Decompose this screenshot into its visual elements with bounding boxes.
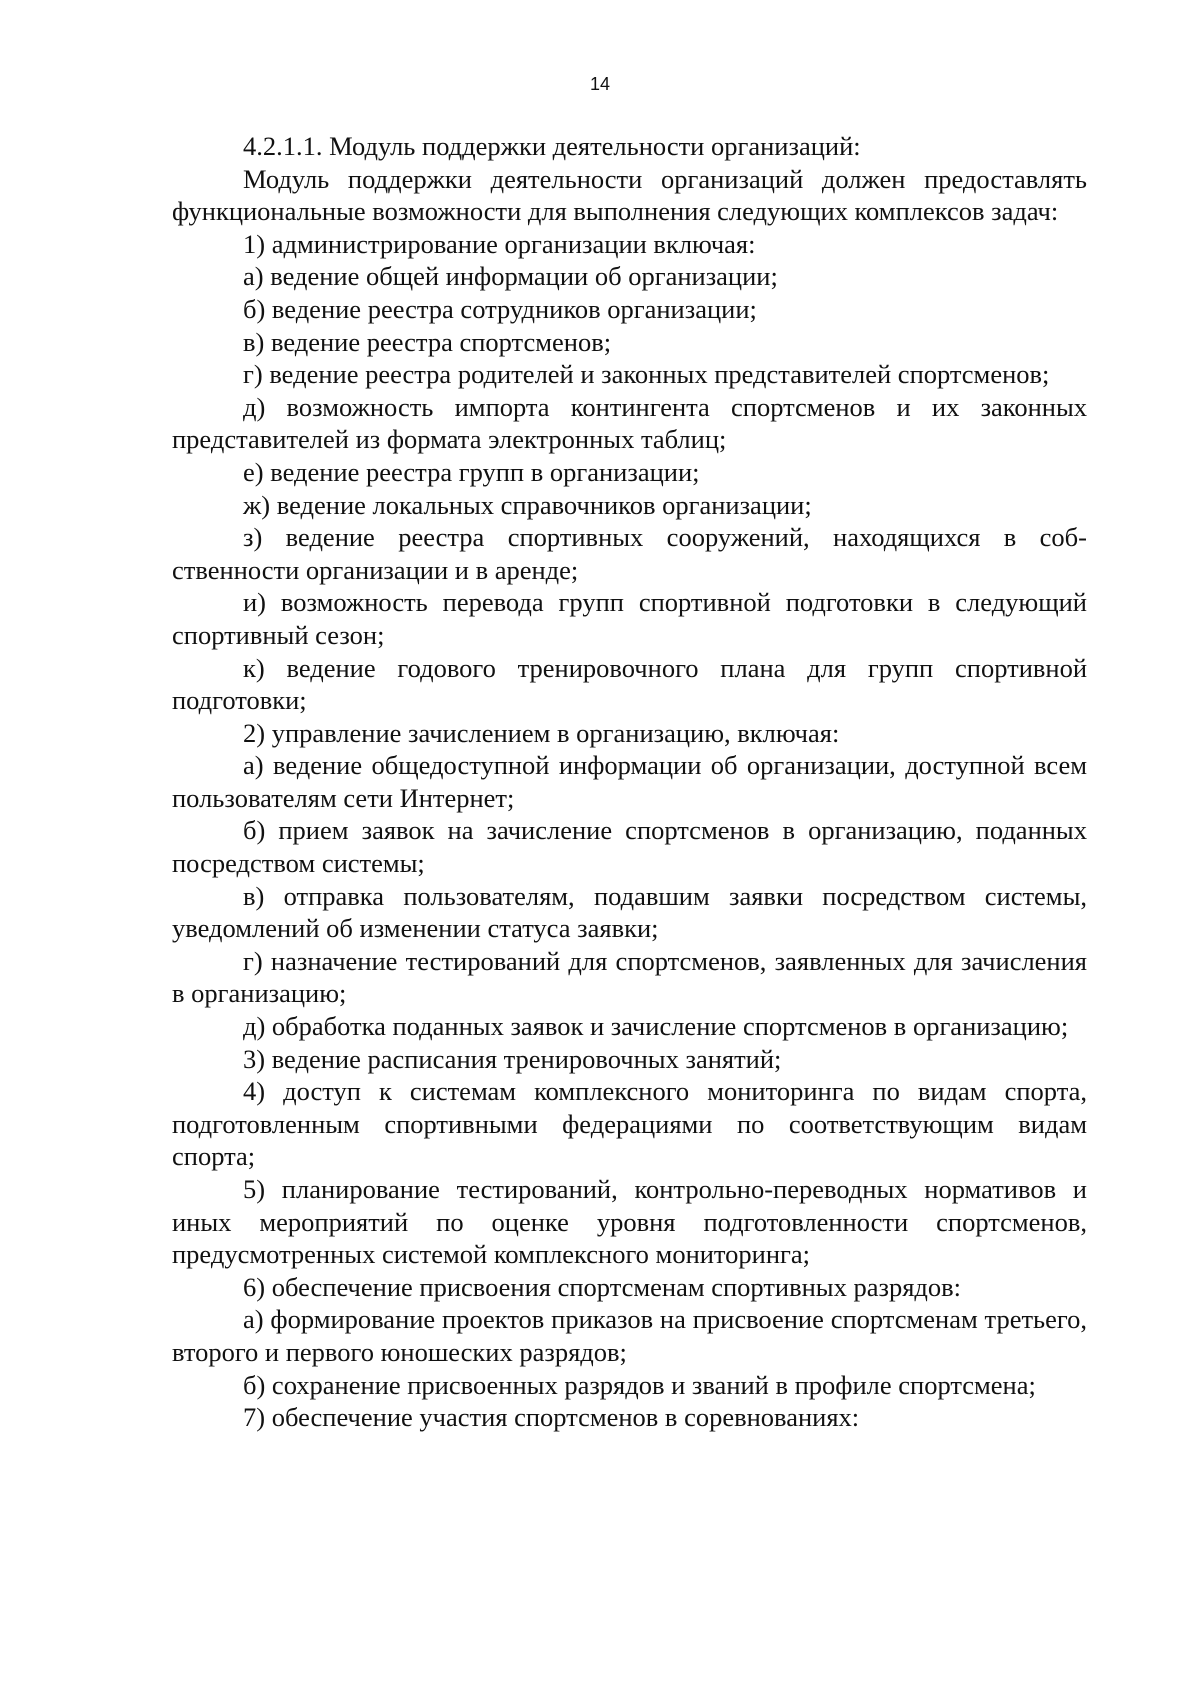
list-item: а) ведение общедоступной информации об организации, доступной всем пользователям сети Интернет; [172, 750, 1087, 813]
list-item: в) отправка пользователям, подавшим заявки посредством системы, уведомлений об изменении статуса заявки; [172, 880, 1087, 944]
list-item: б) прием заявок на зачисление спортсменов в организацию, поданных посредством системы; [172, 815, 1087, 879]
list-item: з) ведение реестра спортивных сооружений, находящихся в собственности организации и в аренде; [172, 522, 1087, 585]
list-item: д) обработка поданных заявок и зачисление спортсменов в организацию; [243, 1011, 1069, 1042]
list-item: в) ведение реестра спортсменов; [243, 326, 612, 357]
list-item: б) сохранение присвоенных разрядов и званий в профиле спортсмена; [243, 1369, 1036, 1400]
list-item: а) формирование проектов приказов на присвоение спортсменам третьего, второго и первого юношеских разрядов; [172, 1304, 1087, 1367]
list-item: к) ведение годового тренировочного плана для групп спортивной подготовки; [172, 652, 1087, 716]
list-item: 7) обеспечение участия спортсменов в соревнованиях: [243, 1402, 860, 1433]
list-item: 1) администрирование организации включая: [243, 228, 756, 259]
page-number: 14 [589, 74, 611, 94]
list-item: и) возможность перевода групп спортивной подготовки в следующий спортивный сезон; [172, 587, 1087, 650]
list-item: 6) обеспечение присвоения спортсменам спортивных разрядов: [243, 1271, 961, 1302]
list-item: е) ведение реестра групп в организации; [243, 456, 700, 487]
list-item: а) ведение общей информации об организации; [243, 261, 778, 292]
paragraph: Модуль поддержки деятельности организаций должен предоставлять функциональные возможности для выполнения следующих комплексов задач: [172, 163, 1087, 227]
list-item: 2) управление зачислением в организацию, включая: [243, 717, 840, 748]
list-item: 4) доступ к системам комплексного мониторинга по видам спорта, подготовленным спортивными федерациями по соответствующим видам спорта; [172, 1076, 1087, 1172]
list-item: ж) ведение локальных справочников организации; [243, 489, 812, 520]
list-item: 5) планирование тестирований, контрольно-переводных нормативов и иных мероприятий по оценке уровня подготовленности спортсменов, предусмотренных системой комплексного мониторинга; [172, 1174, 1087, 1270]
list-item: г) назначение тестирований для спортсменов, заявленных для зачисления в организацию; [172, 945, 1087, 1009]
section-heading: 4.2.1.1. Модуль поддержки деятельности организаций: [243, 131, 861, 161]
list-item: г) ведение реестра родителей и законных представителей спортсменов; [243, 359, 1050, 390]
list-item: 3) ведение расписания тренировочных занятий; [243, 1043, 782, 1074]
document-body [172, 130, 1087, 1434]
list-item: б) ведение реестра сотрудников организации; [243, 293, 757, 324]
list-item: д) возможность импорта контингента спортсменов и их законных представителей из формата электронных таблиц; [172, 391, 1087, 455]
